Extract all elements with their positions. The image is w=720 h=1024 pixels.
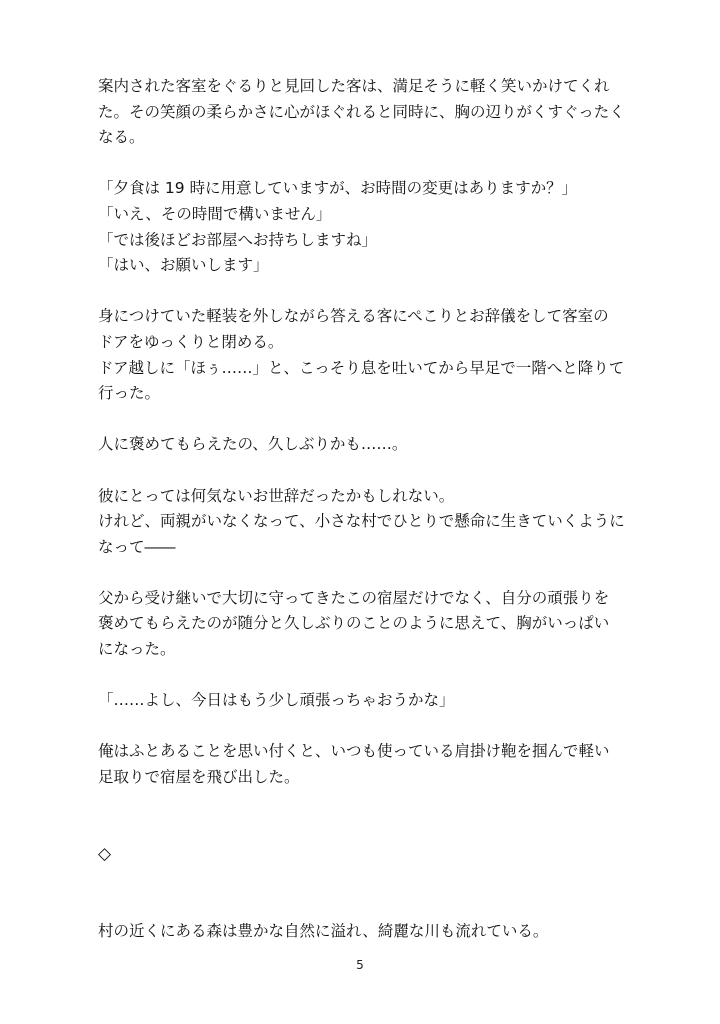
- dialogue-line: 「では後ほどお部屋へお持ちしますね」: [98, 230, 378, 249]
- text-line: になった。: [98, 640, 176, 659]
- scene-separator-diamond: ◇: [98, 843, 112, 864]
- text-line: 案内された客室をぐるりと見回した客は、満足そうに軽く笑いかけてくれ: [98, 77, 610, 95]
- body-text: [98, 74, 638, 944]
- paragraph-gap: [98, 407, 638, 433]
- paragraph-3: [98, 304, 638, 406]
- text-line: けれど、両親がいなくなって、小さな村でひとりで懸命に生きていくように: [98, 512, 625, 531]
- paragraph-gap: [98, 151, 638, 177]
- text-line: 俺はふとあることを思い付くと、いつも使っている肩掛け鞄を掴んで軽い: [98, 742, 610, 761]
- paragraph-8: [98, 739, 638, 790]
- text-line: 行った。: [98, 384, 161, 403]
- paragraph-gap: [98, 458, 638, 484]
- dialogue-line: 「……よし、今日はもう少し頑張っちゃおうかな」: [98, 691, 455, 710]
- section-gap: [98, 867, 638, 918]
- text-line: 褒めてもらえたのが随分と久しぶりのことのように思えて、胸がいっぱい: [98, 614, 610, 633]
- section-gap: [98, 791, 638, 842]
- paragraph-5: [98, 484, 638, 561]
- dialogue-line: 「はい、お願いします」: [98, 256, 269, 275]
- dialogue-line: 「夕食は 19 時に用意していますが、お時間の変更はありますか？」: [98, 179, 578, 198]
- dialogue-line: 「いえ、その時間で構いません」: [98, 204, 332, 223]
- text-line: 身につけていた軽装を外しながら答える客にぺこりとお辞儀をして客室の: [98, 307, 609, 326]
- paragraph-final: [98, 919, 638, 945]
- paragraph-6: [98, 586, 638, 663]
- text-line: なって――: [98, 537, 176, 556]
- text-line: 足取りで宿屋を飛び出した。: [98, 768, 300, 787]
- text-line: 村の近くにある森は豊かな自然に溢れ、綺麗な川も流れている。: [98, 921, 549, 940]
- paragraph-gap: [98, 714, 638, 740]
- page-number: 5: [356, 958, 364, 972]
- text-line: なる。: [98, 128, 145, 147]
- text-line: た。その笑顔の柔らかさに心がほぐれると同時に、胸の辺りがくすぐったく: [98, 102, 625, 121]
- paragraph-2-dialogue: [98, 176, 638, 278]
- paragraph-gap: [98, 663, 638, 689]
- text-line: ドアをゆっくりと閉める。: [98, 332, 284, 351]
- paragraph-4: [98, 432, 638, 458]
- paragraph-1: [98, 74, 638, 151]
- text-line: 彼にとっては何気ないお世辞だったかもしれない。: [98, 486, 455, 505]
- paragraph-gap: [98, 279, 638, 305]
- text-line: 人に褒めてもらえたの、久しぶりかも……。: [98, 435, 408, 454]
- text-line: ドア越しに「ほぅ……」と、こっそり息を吐いてから早足で一階へと降りて: [98, 358, 625, 377]
- text-line: 父から受け継いで大切に守ってきたこの宿屋だけでなく、自分の頑張りを: [98, 588, 610, 607]
- scene-break: [98, 842, 638, 868]
- paragraph-7-dialogue: [98, 688, 638, 714]
- paragraph-gap: [98, 560, 638, 586]
